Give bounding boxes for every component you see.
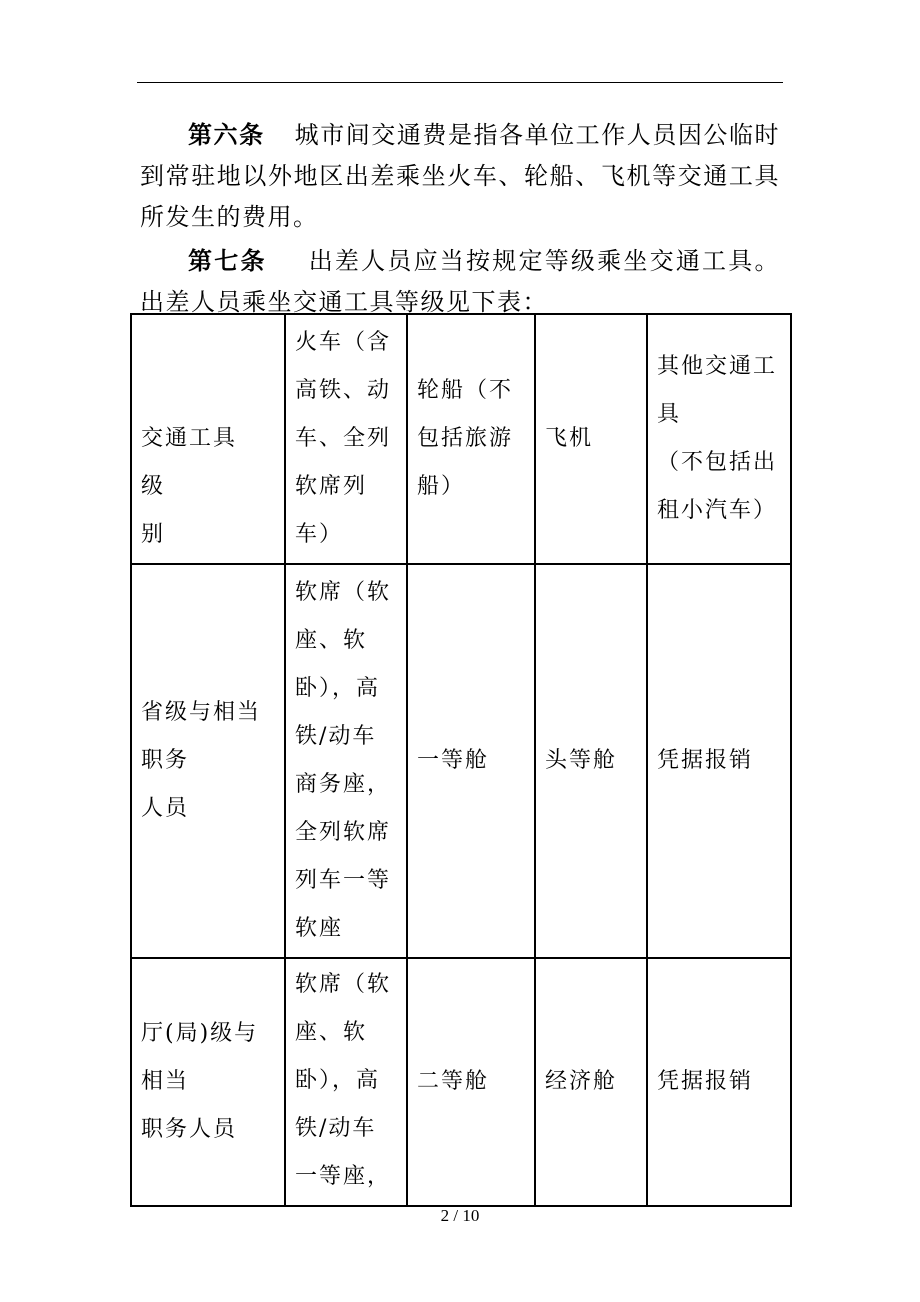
- header-rule: [137, 82, 783, 83]
- header-corner-cell: 交通工具 级 别: [131, 314, 285, 564]
- row-train-cell: 软席（软座、软卧），高铁/动车商务座，全列软席列车一等软座: [285, 564, 407, 958]
- row-other-cell: 凭据报销: [647, 564, 791, 958]
- table-header-row: [131, 314, 791, 564]
- row-other-cell: 凭据报销: [647, 958, 791, 1206]
- table-row: [131, 958, 791, 1206]
- article-7-paragraph: [140, 240, 780, 323]
- page-number: 2 / 10: [440, 1206, 480, 1225]
- header-ship-cell: 轮船（不包括旅游船）: [407, 314, 535, 564]
- transport-level-table: [130, 313, 792, 1207]
- article-7-text: 出差人员应当按规定等级乘坐交通工具。出差人员乘坐交通工具等级见下表：: [140, 247, 781, 316]
- header-train-cell: 火车（含高铁、动车、全列软席列车）: [285, 314, 407, 564]
- article-7-label: 第七条: [188, 246, 267, 275]
- row-level-cell: 厅(局)级与 相当 职务人员: [131, 958, 285, 1206]
- header-plane-cell: 飞机: [535, 314, 647, 564]
- article-6-paragraph: [140, 114, 780, 238]
- row-train-cell: 软席（软座、软卧），高铁/动车一等座，: [285, 958, 407, 1206]
- article-6-label: 第六条: [188, 120, 265, 149]
- row-plane-cell: 经济舱: [535, 958, 647, 1206]
- header-other-cell: 其他交通工具 （不包括出租小汽车）: [647, 314, 791, 564]
- article-6-text: 城市间交通费是指各单位工作人员因公临时到常驻地以外地区出差乘坐火车、轮船、飞机等交通工具所发生的费用。: [140, 121, 781, 231]
- table-row: [131, 564, 791, 958]
- row-level-cell: 省级与相当 职务 人员: [131, 564, 285, 958]
- row-plane-cell: 头等舱: [535, 564, 647, 958]
- row-ship-cell: 一等舱: [407, 564, 535, 958]
- row-ship-cell: 二等舱: [407, 958, 535, 1206]
